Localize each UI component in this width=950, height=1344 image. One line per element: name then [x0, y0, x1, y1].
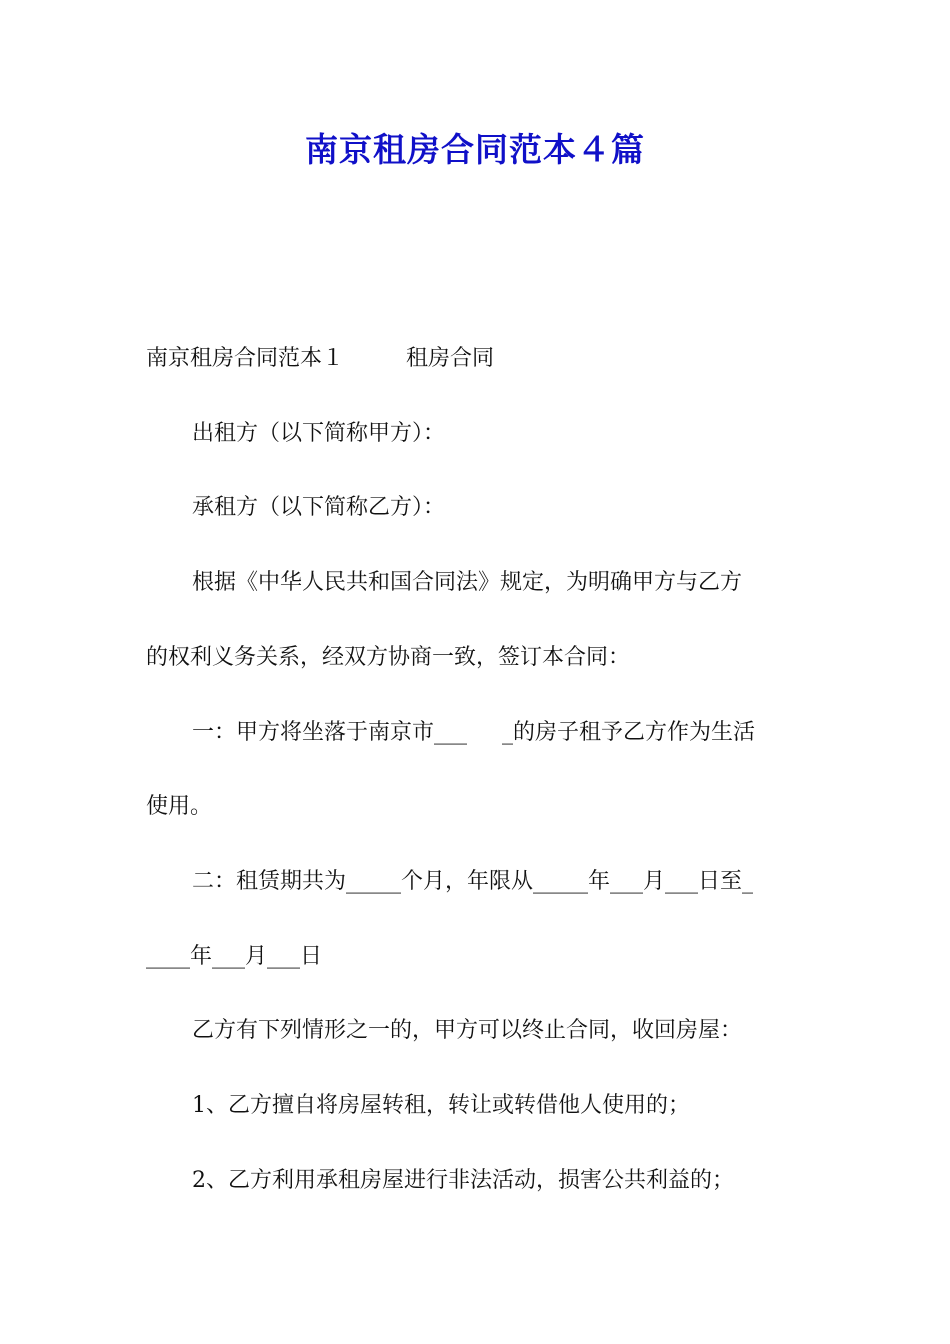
clause-1-line-1: 一：甲方将坐落于南京市___ _的房子租予乙方作为生活 — [192, 720, 755, 745]
lessor-line: 出租方（以下简称甲方）： — [192, 421, 446, 446]
preamble-line-2: 的权利义务关系，经双方协商一致，签订本合同： — [146, 645, 631, 670]
lessee-line: 承租方（以下简称乙方）： — [192, 495, 446, 520]
clause-2-line-2: ____年___月___日 — [146, 944, 323, 969]
section-heading — [146, 344, 494, 374]
document-title: 南京租房合同范本４篇 — [305, 130, 645, 169]
section-heading-right: 租房合同 — [406, 346, 495, 371]
clause-1-line-2: 使用。 — [146, 794, 213, 819]
termination-intro: 乙方有下列情形之一的，甲方可以终止合同，收回房屋： — [192, 1018, 743, 1043]
clause-2-line-1: 二：租赁期共为_____个月，年限从_____年___月___日至_ — [192, 869, 754, 894]
section-heading-left: 南京租房合同范本１ — [146, 346, 345, 371]
termination-item-1: 1、乙方擅自将房屋转租，转让或转借他人使用的； — [192, 1093, 690, 1118]
preamble-line-1: 根据《中华人民共和国合同法》规定，为明确甲方与乙方 — [192, 570, 743, 595]
termination-item-2: 2、乙方利用承租房屋进行非法活动，损害公共利益的； — [192, 1168, 734, 1193]
